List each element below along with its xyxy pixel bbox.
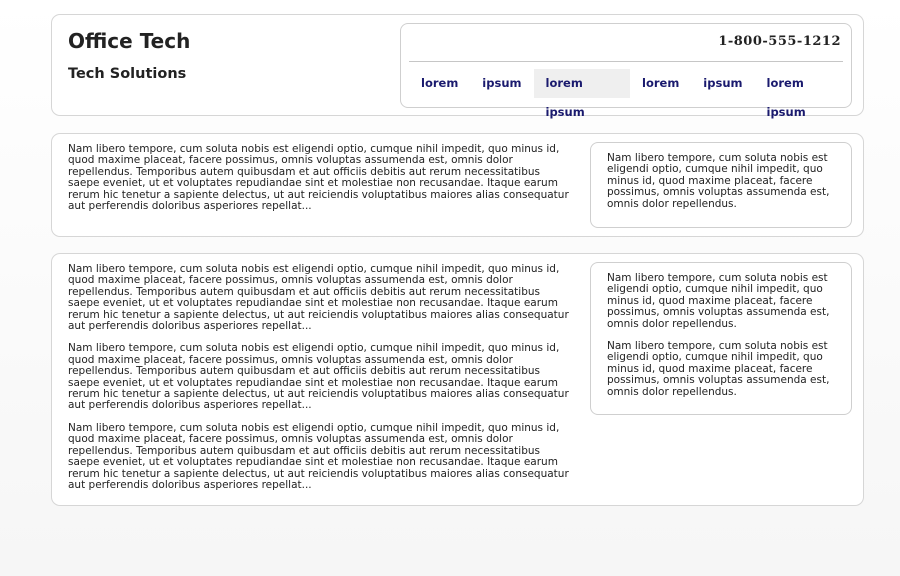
content-paragraph: Nam libero tempore, cum soluta nobis est eligendi optio, cumque nihil impedit, quo minus id, quod maxime placeat, facere possimus, omnis voluptas assumenda est, omnis dolor repellendus. Temporibus autem quibusdam et aut officiis debitis aut rerum necessitatibus saepe eveniet, ut et voluptates repudiandae sint et molestiae non recusandae. Itaque earum rerum hic tenetur a sapiente delectus, ut aut reiciendis voluptatibus maiores alias consequatur aut perferendis doloribus asperiores repellat... [68, 263, 569, 333]
site-title: Office Tech [68, 29, 191, 53]
main-nav [409, 69, 851, 119]
sidebar-paragraph: Nam libero tempore, cum soluta nobis est eligendi optio, cumque nihil impedit, quo minus id, quod maxime placeat, facere possimus, omnis voluptas assumenda est, omnis dolor repellendus. [607, 272, 830, 330]
sidebar-paragraph: Nam libero tempore, cum soluta nobis est eligendi optio, cumque nihil impedit, quo minus id, quod maxime placeat, facere possimus, omnis voluptas assumenda est, omnis dolor repellendus. [607, 340, 830, 398]
nav-item-5[interactable]: ipsum [703, 76, 743, 90]
sidebar-box [590, 142, 852, 228]
header-panel [51, 14, 864, 119]
nav-item-4[interactable]: lorem [642, 76, 680, 90]
content-paragraph: Nam libero tempore, cum soluta nobis est eligendi optio, cumque nihil impedit, quo minus id, quod maxime placeat, facere possimus, omnis voluptas assumenda est, omnis dolor repellendus. Temporibus autem quibusdam et aut officiis debitis aut rerum necessitatibus saepe eveniet, ut et voluptates repudiandae sint et molestiae non recusandae. Itaque earum rerum hic tenetur a sapiente delectus, ut aut reiciendis voluptatibus maiores alias consequatur aut perferendis doloribus asperiores repellat... [68, 342, 569, 412]
nav-item-6[interactable]: lorem ipsum [766, 76, 806, 119]
main-content [68, 144, 570, 223]
nav-box [400, 23, 852, 119]
sidebar-box [590, 262, 852, 415]
main-content [68, 264, 570, 502]
content-panel-2 [51, 253, 864, 506]
nav-item-3[interactable]: lorem ipsum [534, 69, 631, 98]
nav-item-2[interactable]: ipsum [482, 76, 522, 90]
nav-divider [409, 61, 843, 62]
phone-number: 1-800-555-1212 [718, 34, 841, 49]
content-paragraph: Nam libero tempore, cum soluta nobis est eligendi optio, cumque nihil impedit, quo minus id, quod maxime placeat, facere possimus, omnis voluptas assumenda est, omnis dolor repellendus. Temporibus autem quibusdam et aut officiis debitis aut rerum necessitatibus saepe eveniet, ut et voluptates repudiandae sint et molestiae non recusandae. Itaque earum rerum hic tenetur a sapiente delectus, ut aut reiciendis voluptatibus maiores alias consequatur aut perferendis doloribus asperiores repellat... [68, 421, 569, 491]
content-paragraph: Nam libero tempore, cum soluta nobis est eligendi optio, cumque nihil impedit, quo minus id, quod maxime placeat, facere possimus, omnis voluptas assumenda est, omnis dolor repellendus. Temporibus autem quibusdam et aut officiis debitis aut rerum necessitatibus saepe eveniet, ut et voluptates repudiandae sint et molestiae non recusandae. Itaque earum rerum hic tenetur a sapiente delectus, ut aut reiciendis voluptatibus maiores alias consequatur aut perferendis doloribus asperiores repellat... [68, 143, 569, 213]
nav-item-1[interactable]: lorem [421, 76, 459, 90]
site-subtitle: Tech Solutions [68, 66, 187, 82]
sidebar-paragraph: Nam libero tempore, cum soluta nobis est eligendi optio, cumque nihil impedit, quo minus id, quod maxime placeat, facere possimus, omnis voluptas assumenda est, omnis dolor repellendus. [607, 152, 830, 210]
content-panel-1 [51, 133, 864, 237]
